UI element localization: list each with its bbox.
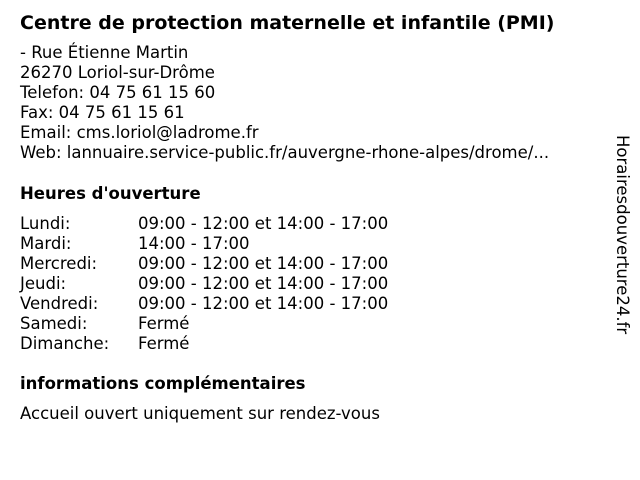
hours-row-sunday: [20, 334, 440, 354]
time-range: 09:00 - 12:00 et 14:00 - 17:00: [138, 274, 389, 293]
street-address: - Rue Étienne Martin: [20, 43, 189, 62]
city-address: 26270 Loriol-sur-Drôme: [20, 63, 215, 82]
day-label: Mardi:: [20, 234, 72, 253]
hours-row-wednesday: [20, 254, 440, 274]
hours-row-monday: [20, 214, 440, 234]
time-range: Fermé: [138, 334, 190, 353]
day-label: Lundi:: [20, 214, 71, 233]
email-address: Email: cms.loriol@ladrome.fr: [20, 123, 259, 142]
time-range: 14:00 - 17:00: [138, 234, 250, 253]
time-range: Fermé: [138, 314, 190, 333]
hours-row-tuesday: [20, 234, 440, 254]
contact-block: [20, 43, 549, 163]
phone-number: Telefon: 04 75 61 15 60: [20, 83, 216, 102]
day-label: Samedi:: [20, 314, 88, 333]
website-link[interactable]: Web: lannuaire.service-public.fr/auvergne-rhone-alpes/drome/...: [20, 143, 550, 162]
page-title: Centre de protection maternelle et infantile (PMI): [20, 12, 555, 34]
additional-info-text: Accueil ouvert uniquement sur rendez-vous: [20, 404, 380, 423]
site-watermark: Horairesdouverture24.fr: [613, 135, 632, 335]
time-range: 09:00 - 12:00 et 14:00 - 17:00: [138, 254, 389, 273]
opening-hours-heading: Heures d'ouverture: [20, 184, 201, 203]
additional-info-heading: informations complémentaires: [20, 374, 306, 393]
hours-row-thursday: [20, 274, 440, 294]
time-range: 09:00 - 12:00 et 14:00 - 17:00: [138, 294, 389, 313]
day-label: Dimanche:: [20, 334, 110, 353]
opening-hours-list: [20, 214, 440, 354]
day-label: Vendredi:: [20, 294, 99, 313]
hours-row-saturday: [20, 314, 440, 334]
fax-number: Fax: 04 75 61 15 61: [20, 103, 185, 122]
day-label: Mercredi:: [20, 254, 98, 273]
day-label: Jeudi:: [20, 274, 67, 293]
time-range: 09:00 - 12:00 et 14:00 - 17:00: [138, 214, 389, 233]
hours-row-friday: [20, 294, 440, 314]
